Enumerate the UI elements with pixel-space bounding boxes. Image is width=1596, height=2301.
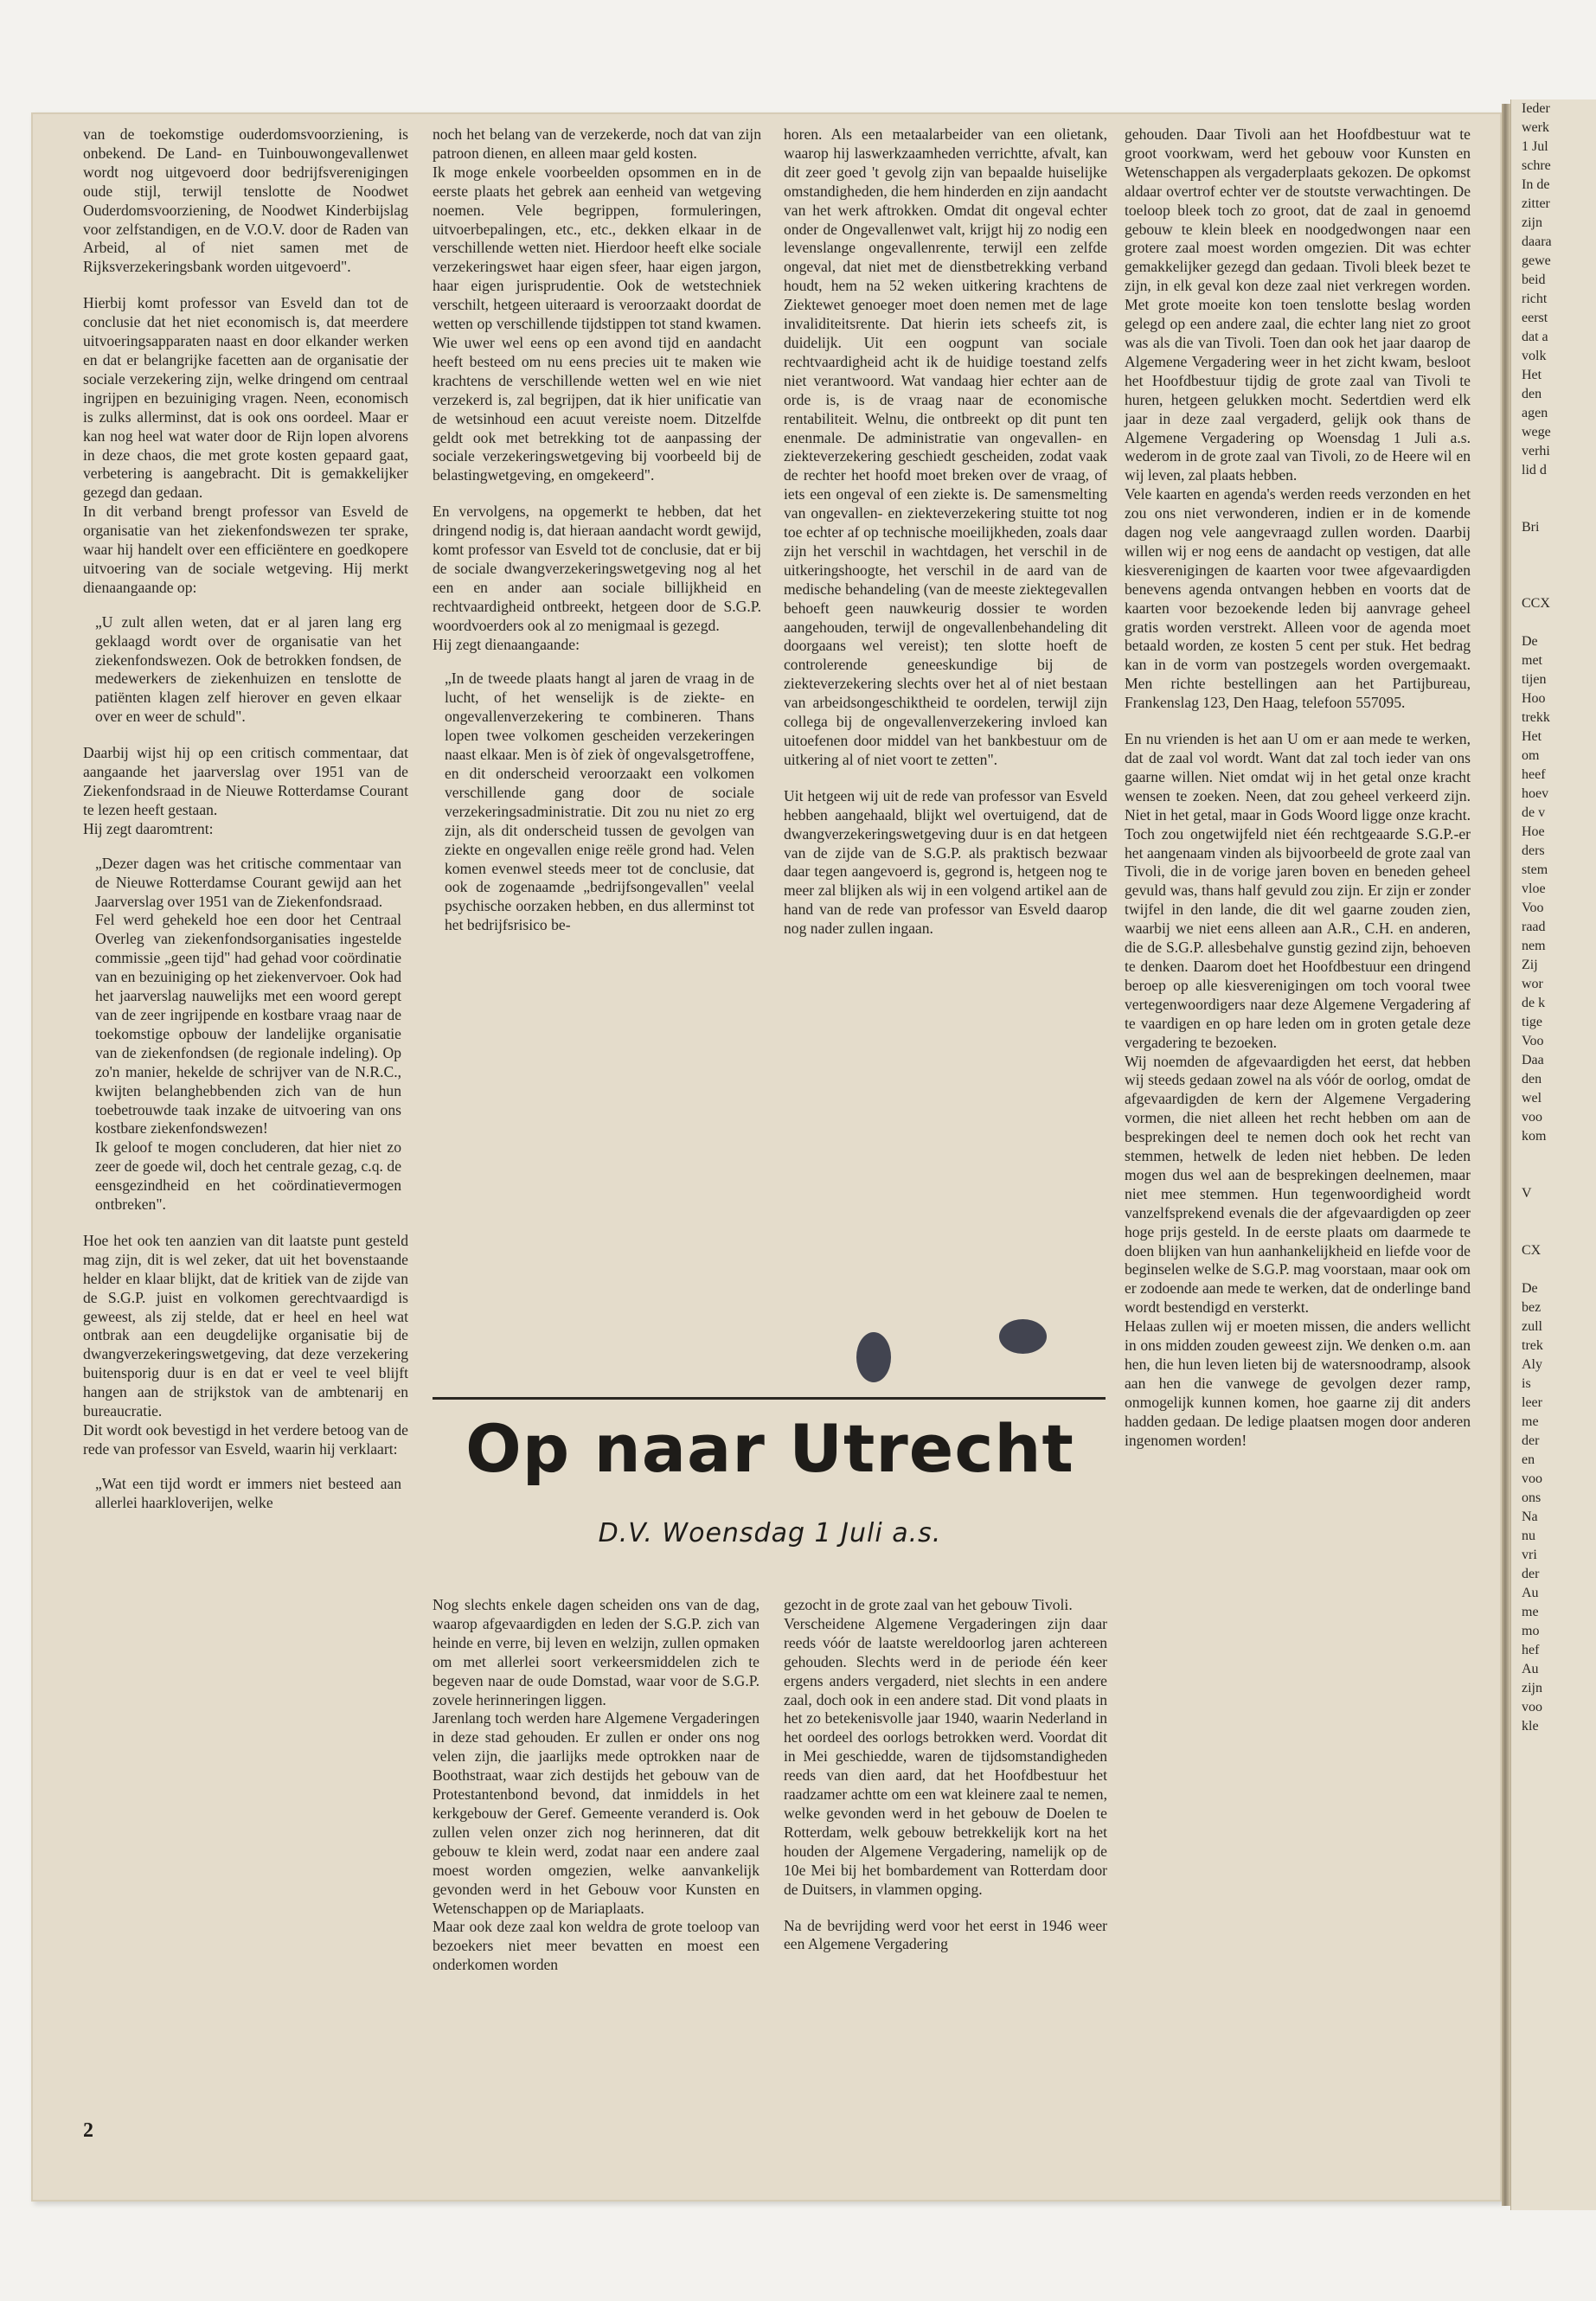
quote-paragraph: „Wat een tijd wordt er immers niet besteed aan allerlei haarkloverijen, welke <box>95 1474 401 1511</box>
ink-stain <box>999 1319 1047 1354</box>
paragraph: gehouden. Daar Tivoli aan het Hoofdbestuur wat te groot voorkwam, werd het gebouw voor Kunsten en Wetenschappen als vergaderplaats gekozen. De opkomst aldaar overtrof echter ver de stoutste verwachtingen. De toeloop bleek toch zo groot, dat de zaal in genoemd gebouw te klein bleek en noodgedwongen naar een grotere zaal moest worden omgezien. Dit was echter gemakkelijker gezegd dan gedaan. Tivoli bleek bezet te zijn, in elk geval kon deze zaal niet verkregen worden. Met grote moeite kon toen tenslotte beslag worden gelegd op een andere zaal, die echter lang niet zo groot was als die van Tivoli. Toen dan ook het jaar daarop de Algemene Vergadering weer in het zicht kwam, besloot het Hoofdbestuur tijdig de grote zaal van Tivoli te huren, hetgeen gelukken mocht. Sedertdien werd elk jaar in deze zaal vergaderd, gelijk ook thans de Algemene Vergadering op Woensdag 1 Juli a.s. wederom in de grote zaal van Tivoli, zo de Heere wil en wij leven, zal plaats hebben. <box>1125 125 1471 484</box>
quote-paragraph: „U zult allen weten, dat er al jaren lang erg geklaagd wordt over de organisatie van het ziekenfondswezen. Ook de betrokken fondsen, de medewerkers de ziekenhuizen en tenslotte de patiënten klagen zelf hierover en geven elkaar over en weer de schuld". <box>95 612 401 726</box>
paragraph: Hij zegt daaromtrent: <box>83 819 214 837</box>
paragraph: Dit wordt ook bevestigd in het verdere betoog van de rede van professor van Esveld, waarin hij verklaart: <box>83 1421 408 1458</box>
paragraph: Nog slechts enkele dagen scheiden ons van de dag, waarop afgevaardigden en leden der S.G.P. zich van heinde en verre, bij leven en welzijn, zullen opmaken om met allerlei soort verkeersmiddelen zich te begeven naar de oude Domstad, waar voor de S.G.P. zovele herinneringen liggen. <box>433 1596 760 1708</box>
article-column-left <box>433 1596 760 1975</box>
paragraph: En nu vrienden is het aan U om er aan mede te werken, dat de zaal vol wordt. Want dat zal toch ieder van ons gaarne willen. Niet omdat wij in het getal onze kracht wensen te zoeken. Neen, dat zou geheel verkeerd zijn. Niet in het getal, maar in Gods Woord ligge onze kracht. Toch zou ongetwijfeld niet één rechtgeaarde S.G.P.-er het aangenaam vinden als bijvoorbeeld de grote zaal van Tivoli, die in de vorige jaren boven en beneden geheel gevuld was, thans half gevuld zou zijn. Er zijn er zonder twijfel in den lande, die dit wel gaarne zouden zien, waarbij we niet eens alleen aan A.R., C.H. en anderen, die de S.G.P. allesbehalve gunstig gezind zijn, behoeven te denken. Daarom doet het Hoofdbestuur een dringend beroep op alle kiesverenigingen om toch vooral twee vertegenwoordigers naar deze Algemene Vergadering af te vaardigen en op hare leden om in groten getale deze vergadering te bezoeken. <box>1125 730 1471 1051</box>
quote-paragraph: „In de tweede plaats hangt al jaren de vraag in de lucht, of het wenselijk is de ziekte- en ongevallenverzekering te combineren. Thans lopen twee volkomen gescheiden verzekeringen naast elkaar. Men is òf ziek òf ongevalsgetroffene, en dit onderscheid veroorzaakt een volkomen verschillende gang door de sociale verzekeringsadministratie. Dit zou nu niet zo erg zijn, als dit onderscheid tussen de gevolgen van ziekte en ongevallen enige reële grond had. Velen komen evenwel steeds meer tot de conclusie, dat ook de zogenaamde „bedrijfsongevallen" veelal psychische oorzaken hebben, en dus allerminst tot het bedrijfsrisico be- <box>445 670 754 934</box>
paragraph: Daarbij wijst hij op een critisch commentaar, dat aangaande het jaarverslag over 1951 van de Ziekenfondsraad in de Nieuwe Rotterdamse Courant te lezen heeft gestaan. <box>83 744 408 818</box>
paragraph: Vele kaarten en agenda's werden reeds verzonden en het zou ons niet verwonderen, indien er in de komende dagen nog vele aangevraagd zullen worden. Daarbij willen wij er nog eens de aandacht op vestigen, dat alle kiesverenigingen de kaarten voor twee afgevaardigden benevens agenda ontvangen hebben en voorts dat de kaarten voor bezoekende leden bij aanvrage geheel gratis worden verstrekt. Alleen voor de agenda moet betaald worden, ze kosten 5 cent per stuk. Het bedrag kan in de vorm van postzegels worden overgemaakt. Men richte bestellingen aan het Partijbureau, Frankenslag 123, Den Haag, telefoon 557095. <box>1125 485 1471 712</box>
quote-paragraph: Ik geloof te mogen concluderen, dat hier niet zo zeer de goede wil, doch het centrale gezag, c.q. de eensgezindheid en het coördinatievermogen ontbreken". <box>95 1138 401 1214</box>
paragraph: Na de bevrijding werd voor het eerst in 1946 weer een Algemene Vergadering <box>784 1916 1107 1953</box>
adjacent-page-text: Ieder werk 1 Jul schre In de zitter zijn daara gewe beid richt eerst dat a volk Het den agen wege verhi lid d Bri CCX De met tijen Hoo trekk Het om heef hoev de v Hoe ders stem vloe Voo raad nem Zij wor de k tige Voo Daa den wel voo kom V CX De bez zull trek Aly is leer me der en voo ons Na nu vri der Au me mo hef Au zijn voo kle <box>1522 101 1552 1734</box>
paragraph: En vervolgens, na opgemerkt te hebben, dat het dringend nodig is, dat hieraan aandacht wordt gewijd, komt professor van Esveld tot de conclusie, dat er bij de sociale dwangverzekeringswetgeving nog al het een en ander aan sociale billijkheid en rechtvaardigheid ontbreekt, hetgeen door de S.G.P. woordvoerders ook al zo menigmaal is gezegd. <box>433 503 761 634</box>
quote-paragraph: Fel werd gehekeld hoe een door het Centraal Overleg van ziekenfondsorganisaties ingestelde commissie „geen tijd" had gehad voor coördinatie van en bezuiniging op het ziekenvervoer. Ook had het jaarverslag nauwelijks met een woord gerept van de zeer ingrijpende en kostbare vraag naar de toekomstige opbouw der landelijke organisatie van de ziekenfondsen (de regionale indeling). Op zo'n manier, hekelde de schrijver van de N.R.C., kwijten belanghebbenden zich van de hun toebetrouwde taak inzake de uitvoering van ons kostbare ziekenfondswezen! <box>95 911 401 1138</box>
column-1 <box>83 125 408 1513</box>
paragraph: Wij noemden de afgevaardigden het eerst, dat hebben wij steeds gedaan zowel na als vóór de oorlog, omdat de afgevaardigden de kern der Algemene Vergadering vormen, die niet alleen het recht hebben om aan de besprekingen deel te nemen doch ook het recht van stemmen, hetwelk de leden niet hebben. De leden mogen dus wel aan de besprekingen deelnemen, maar niet mee stemmen. Hun tegenwoordigheid wordt vanzelfsprekend evenals die der afgevaardigden op zeer hoge prijs gesteld. In de eerste plaats om daarmede te doen blijken van hun aanhankelijkheid en liefde voor de beginselen welke de S.G.P. mag voorstaan, maar ook om er zodoende aan mede te werken, dat de onderlinge band wordt bestendigd en versterkt. <box>1125 1052 1471 1317</box>
page-binding <box>1502 104 1510 2206</box>
paragraph: noch het belang van de verzekerde, noch dat van zijn patroon dienen, en alleen maar geld kosten. <box>433 125 761 162</box>
paragraph: Hierbij komt professor van Esveld dan tot de conclusie dat het niet economisch is, dat meerdere uitvoeringsapparaten naast en door elkander werken en dat er belangrijke facetten aan de organisatie der sociale verzekering zijn, welke dringend om centraal ingrijpen en bezuiniging vragen. Neen, economisch is zulks allerminst, dat is ook ons oordeel. Maar er kan nog heel wat water door de Rijn lopen alvorens in deze chaos, die met grote kosten gepaard gaat, verbetering is aangebracht. Dit is gemakkelijker gezegd dan gedaan. <box>83 294 408 502</box>
paragraph: gezocht in de grote zaal van het gebouw Tivoli. <box>784 1596 1073 1613</box>
page-number: 2 <box>83 2119 93 2142</box>
quote-paragraph: „Dezer dagen was het critische commentaar van de Nieuwe Rotterdamse Courant gewijd aan het Jaarverslag over 1951 van de Ziekenfondsraad. <box>95 854 401 910</box>
paragraph: Maar ook deze zaal kon weldra de grote toeloop van bezoekers niet meer bevatten en moest een onderkomen worden <box>433 1918 760 1974</box>
paragraph: horen. Als een metaalarbeider van een olietank, waarop hij laswerkzaamheden verrichtte, afvalt, kan dit zeer goed 't gevolg zijn van bepaalde huiselijke omstandigheden, die hem hinderden en zijn aandacht van het werk aftrokken. Omdat dit ongeval echter onder de Ongevallenwet valt, krijgt hij zo nodig een levenslange ongevallenrente, terwijl een zelfde ongeval, dat niet met de dienstbetrekking verband houdt, hem na 52 weken uitkering krachtens de Ziektewet genoeger moet doen nemen met de lage invaliditeitsrente. Dat hierin iets scheefs zit, is duidelijk. Uit een oogpunt van sociale rechtvaardigheid acht ik de huidige toestand zelfs niet verantwoord. Wat vandaag hier echter aan de orde is, is de vraag naar de economische rentabiliteit. Welnu, die ontbreekt op dit punt ten enenmale. De administratie van ongevallen- en ziekteverzekering geschiedt gescheiden, zodat vaak de rechter het hoofd moet breken over de vraag, of iets een ongeval of een ziekte is. De samensmelting van ongevallen- en ziekteverzekering stuitte tot nog toe echter af op technische moeilijkheden, zoals daar zijn het verschil in wachtdagen, het verschil in de uitkeringshoogte, het verschil in de aard van de medische behandeling (van de meeste ziektegevallen behoeft geen nauwkeurig dossier te worden aangehouden, terwijl de ongevallenbehandeling dit doorgaans wel vereist); ten slotte hoeft de controlerende geneeskundige bij de ziekteverzekering slechts over het al of niet bestaan van arbeidsongeschiktheid te oordelen, terwijl zijn collega bij de ongevallenverzekering invloed kan uitoefenen door middel van het bankbestuur om de uitkering al of niet voort te zetten". <box>784 125 1107 768</box>
paragraph: van de toekomstige ouderdomsvoorziening, is onbekend. De Land- en Tuinbouwongevallenwet wordt nog uitgevoerd door bedrijfsverenigingen oude stijl, terwijl tenslotte de Noodwet Ouderdomsvoorziening, de Noodwet Kinderbijslag voor zelfstandigen, en de V.O.V. door de Raden van Arbeid, al of niet samen met de Rijksverzekeringsbank worden uitgevoerd". <box>83 125 408 276</box>
paragraph: Hij zegt dienaangaande: <box>433 635 580 653</box>
paragraph: Jarenlang toch werden hare Algemene Vergaderingen in deze stad gehouden. Er zullen er onder ons nog velen zijn, die jaarlijks mede optrokken naar de Boothstraat, waar zich destijds het gebouw van de Protestantenbond bevond, dat inmiddels in het kerkgebouw der Geref. Gemeente veranderd is. Ook zullen velen onzer zich nog herinneren, dat dit gebouw te klein werd, zodat naar een andere zaal moest worden omgezien, welke aanvankelijk gevonden werd in het Gebouw voor Kunsten en Wetenschappen op de Mariaplaats. <box>433 1709 760 1917</box>
section-divider <box>433 1397 1106 1400</box>
paragraph: Verscheidene Algemene Vergaderingen zijn daar reeds vóór de laatste wereldoorlog jaren achtereen gehouden. Slechts werd in de periode één keer ergens anders vergaderd, niet slechts in een andere zaal, doch ook in een andere stad. Dit vond plaats in het zo betekenisvolle jaar 1940, waarin Nederland in het oordeel des oorlogs betrokken werd. Voordat dit in Mei geschiedde, waren de tijdsomstandigheden reeds van dien aard, dat het Hoofdbestuur het raadzamer achtte om een wat kleinere zaal te nemen, welke gevonden werd in het gebouw de Doelen te Rotterdam, welk gebouw betrekkelijk kort na het houden der Algemene Vergadering, namelijk op de 10e Mei bij het bombardement van Rotterdam door de Duitsers, in vlammen opging. <box>784 1614 1107 1898</box>
paragraph: Helaas zullen wij er moeten missen, die anders wellicht in ons midden zouden geweest zijn. We denken o.m. aan hen, die hun leven lieten bij de watersnoodramp, alsook aan hen die vanwege de gevolgen dezer ramp, onmogelijk kunnen komen, hoe gaarne zij dit anders hadden gedaan. De ledige plaatsen mogen door anderen ingenomen worden! <box>1125 1317 1471 1449</box>
article-headline: Op naar Utrecht <box>465 1410 1074 1487</box>
ink-stain <box>856 1332 891 1382</box>
adjacent-page-edge <box>1510 99 1596 2210</box>
paragraph: Hoe het ook ten aanzien van dit laatste punt gesteld mag zijn, dit is wel zeker, dat uit het bovenstaande helder en klaar blijkt, dat de kritiek van de zijde van de S.G.P. juist en volkomen gerechtvaardigd is geweest, als zij stelde, dat er heel en heel wat ontbrak aan een deugdelijke organisatie bij de dwangverzekeringswetgeving, dat deze verzekering buitensporig duur is en dat er veel te veel blijft hangen aan de strijkstok van de ambtenarij en bureaucratie. <box>83 1231 408 1420</box>
column-2 <box>433 125 761 935</box>
paragraph: In dit verband brengt professor van Esveld de organisatie van het ziekenfondswezen ter sprake, waar hij handelt over een efficiëntere en goedkopere uitvoering van de sociale wetgeving. Hij merkt dienaangaande op: <box>83 503 408 596</box>
paragraph: Ik moge enkele voorbeelden opsommen en in de eerste plaats het gebrek aan eenheid van wetgeving noemen. Vele begrippen, formuleringen, uitvoerbepalingen, etc., etc., dekken elkaar in de verschillende wetten niet. Hierdoor heeft elke sociale verzekeringswet haar eigen sfeer, haar eigen jargon, haar eigen jurisprudentie. Ook de wetstechniek verschilt, hetgeen uiteraard is veroorzaakt doordat de wetten op verschillende tijdstippen tot stand kwamen. Wie uwer wel eens op een avond tijd en aandacht heeft besteed om nu eens precies uit te maken wie krachtens de verschillende wetten wel en wie niet verzekerd is, zal begrijpen, dat ik hier unificatie van de wetsinhoud een acuut vereiste noem. Ditzelfde geldt ook met betrekking tot de aanpassing der sociale verzekeringswetgeving bij voorbeeld bij de belastingwetgeving, en omgekeerd". <box>433 163 761 484</box>
paragraph: Uit hetgeen wij uit de rede van professor van Esveld hebben aangehaald, blijkt wel overtuigend, dat de dwangverzekeringswetgeving duur is en dat hetgeen van de zijde van de S.G.P. als praktisch bezwaar daar tegen aangevoerd is, gegrond is, hetgeen nog te meer zal blijken als wij in een volgend artikel aan de hand van de rede van professor van Esveld daarop nog nader zullen ingaan. <box>784 786 1107 938</box>
article-subheadline: D.V. Woensdag 1 Juli a.s. <box>598 1518 942 1548</box>
column-4 <box>1125 125 1471 1451</box>
article-column-right <box>784 1596 1107 1954</box>
column-3 <box>784 125 1107 939</box>
